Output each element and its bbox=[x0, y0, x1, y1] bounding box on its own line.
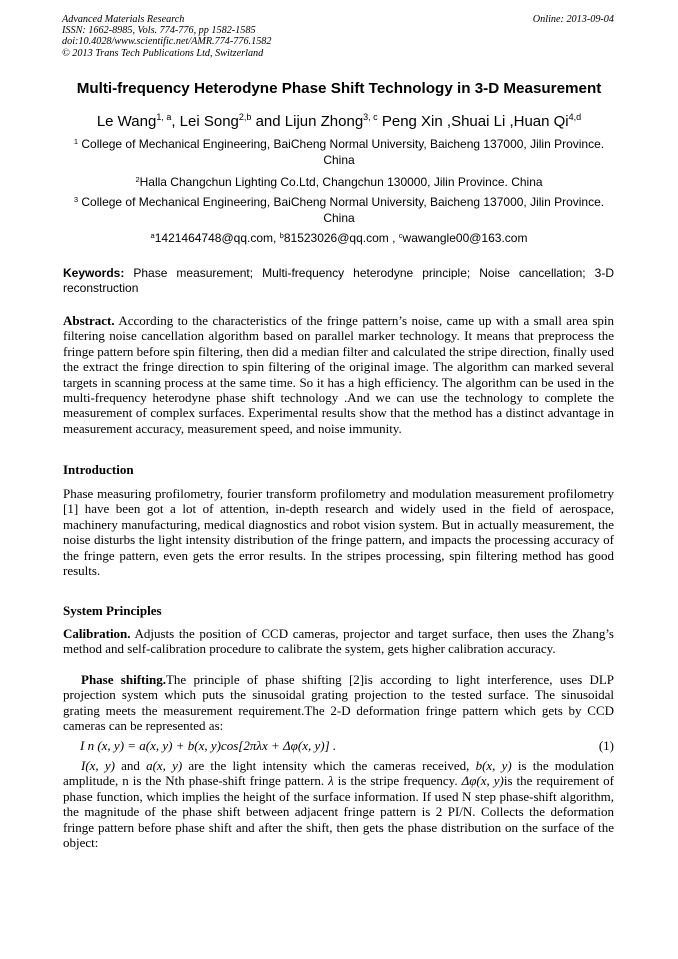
calibration-paragraph bbox=[63, 626, 614, 657]
affiliation-text: College of Mechanical Engineering, BaiCheng Normal University, Baicheng 137000, Jilin Province. China bbox=[81, 137, 605, 167]
paper-title: Multi-frequency Heterodyne Phase Shift Technology in 3-D Measurement bbox=[76, 80, 602, 97]
phase-shifting-label: Phase shifting. bbox=[81, 672, 166, 687]
phase-shifting-paragraph bbox=[63, 672, 614, 734]
affiliation-text: Halla Changchun Lighting Co.Ltd, Changchun 130000, Jilin Province. China bbox=[139, 175, 543, 189]
math-term: Δφ(x, y) bbox=[461, 773, 504, 789]
author-sup: 1, a bbox=[156, 112, 172, 122]
email-c[interactable]: wawangle00@163.com bbox=[402, 231, 528, 245]
affiliation-1 bbox=[60, 137, 618, 168]
abstract bbox=[63, 313, 614, 436]
calibration-label: Calibration. bbox=[63, 626, 131, 641]
affiliation-2 bbox=[60, 175, 618, 191]
equation-1 bbox=[80, 738, 614, 754]
author-sup: 4,d bbox=[568, 112, 582, 122]
email-b[interactable]: 81523026@qq.com , bbox=[283, 231, 399, 245]
text-run: is the stripe frequency. bbox=[333, 773, 462, 789]
author-sup: 2,b bbox=[238, 112, 252, 122]
abstract-text: According to the characteristics of the fringe pattern’s noise, came up with a small area spin filtering noise cancellation algorithm based on parallel marker technology. It means that preprocess the fringe pattern before spin filtering, then did a median filter and calculated the stripe direction, finally used the extract the fringe direction to spin filtering of the original image. The algorithm can marked several targets in scanning process at the same time. So it has a high efficiency. The algorithm can be used in the multi-frequency heterodyne phase shift technology .And we can use the technology to complete the measurement of complex surfaces. Experimental results show that the method has a distinct advantage in measurement accuracy, measurement speed, and noise immunity. bbox=[63, 313, 614, 436]
affiliation-3 bbox=[60, 195, 618, 226]
calibration-text: Adjusts the position of CCD cameras, projector and target surface, then uses the Zhang’s method and self-calibration procedure to calibrate the system, gets higher calibration accuracy. bbox=[63, 626, 614, 657]
keywords bbox=[63, 266, 614, 296]
text-run: is the modulation amplitude, n is the Nth phase-shift fringe pattern. bbox=[63, 758, 614, 789]
text-run: and bbox=[114, 758, 147, 773]
author-name: and Lijun Zhong bbox=[251, 113, 364, 130]
affiliation-text: College of Mechanical Engineering, BaiCheng Normal University, Baicheng 137000, Jilin Province. China bbox=[81, 195, 605, 225]
math-term: a(x, y) bbox=[146, 758, 183, 773]
email-line bbox=[40, 231, 638, 245]
math-term: I(x, y) bbox=[81, 758, 115, 773]
author-name: Le Wang bbox=[96, 113, 157, 130]
introduction-heading: Introduction bbox=[63, 462, 134, 477]
issn-line: ISSN: 1662-8985, Vols. 774-776, pp 1582-1585 bbox=[62, 25, 256, 37]
affiliation-sup: 1 bbox=[73, 137, 79, 146]
affiliation-sup: 2 bbox=[135, 175, 140, 184]
text-run: is the requirement of phase function, which implies the height of the surface information. If used N step phase-shift algorithm, the magnitude of the phase shift between adjacent fringe pattern is 2 PI/N. Collects the deformation fringe pattern before phase shift and after the shift, then gets the phase distribution on the surface of the object: bbox=[63, 773, 615, 851]
doi-line: doi:10.4028/www.scientific.net/AMR.774-776.1582 bbox=[62, 36, 272, 48]
system-principles-heading: System Principles bbox=[63, 603, 162, 618]
math-term: b(x, y) bbox=[475, 758, 512, 773]
math-term: λ bbox=[328, 773, 334, 789]
author-sup: 3, c bbox=[363, 112, 378, 122]
author-name: , Lei Song bbox=[171, 113, 239, 130]
affiliation-sup: 3 bbox=[73, 195, 79, 204]
equation-explanation bbox=[63, 758, 614, 850]
author-list bbox=[40, 113, 638, 130]
introduction-text: Phase measuring profilometry, fourier transform profilometry and modulation measurement profilometry [1] have been got a lot of attention, in-depth research and widely used in the field of aerospace, machinery manufacturing, medical diagnostics and robot vision system. But in actually measurement, the noise disturbs the light intensity distribution of the fringe pattern, and impacts the processing accuracy of the fringe pattern, even gets the error results. In the stripes processing, spin filtering method has good results. bbox=[63, 486, 614, 579]
online-date: Online: 2013-09-04 bbox=[532, 14, 614, 25]
text-run: are the light intensity which the cameras received, bbox=[182, 758, 476, 773]
author-name: Peng Xin ,Shuai Li ,Huan Qi bbox=[377, 113, 569, 130]
copyright-line: © 2013 Trans Tech Publications Ltd, Switzerland bbox=[62, 47, 264, 59]
equation-number: (1) bbox=[598, 738, 614, 753]
journal-header bbox=[62, 14, 271, 59]
phase-shifting-text: The principle of phase shifting [2]is according to light interference, uses DLP projection system which puts the sinusoidal grating projection to the tested surface. The sinusoidal grating meets the measurement requirement.The 2-D deformation fringe pattern which gets by CCD cameras can be represented as: bbox=[63, 672, 615, 734]
equation-body: I n (x, y) = a(x, y) + b(x, y)cos[2πλx + Δφ(x, y)] . bbox=[80, 738, 337, 753]
keywords-label: Keywords: bbox=[63, 266, 125, 280]
email-sup: c bbox=[398, 231, 403, 240]
keywords-text: Phase measurement; Multi-frequency heterodyne principle; Noise cancellation; 3-D reconstruction bbox=[63, 266, 614, 295]
email-sup: b bbox=[279, 231, 284, 240]
email-sup: a bbox=[150, 231, 155, 240]
email-a[interactable]: 1421464748@qq.com, bbox=[154, 231, 280, 245]
abstract-label: Abstract. bbox=[63, 313, 115, 328]
journal-name: Advanced Materials Research bbox=[62, 14, 185, 25]
